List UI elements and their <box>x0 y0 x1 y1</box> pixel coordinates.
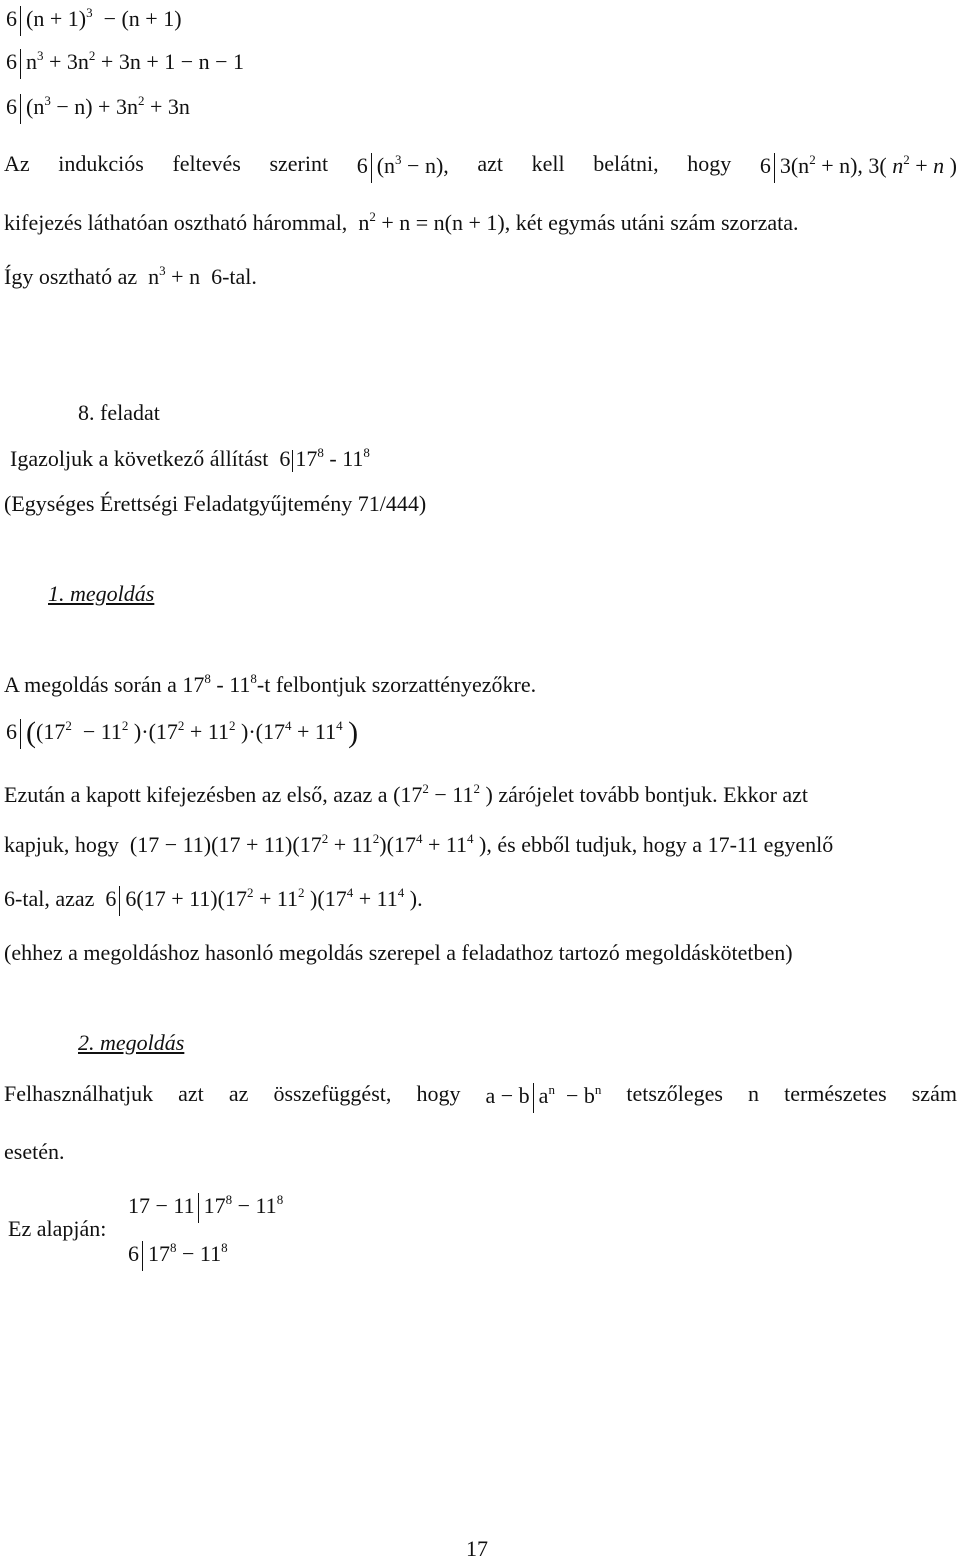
solution-1-paragraph-line-3: 6-tal, azaz 6 $6(17 + 11)(17^2 + 11^2$ )($17^4 + 11^4$ ). <box>4 886 423 916</box>
solution-1-note: (ehhez a megoldáshoz hasonló megoldás szerepel a feladathoz tartozó megoldáskötetben) <box>4 940 793 965</box>
math-line-1: 6 $(n + 1)^3 - (n + 1)$ <box>6 6 182 36</box>
paragraph-induction: Az indukciós feltevés szerint 6 $(n^3 - n)$, azt kell belátni, hogy 6 $3(n^2 + n)$, 3( $n^2 + n$ ) <box>4 153 957 183</box>
paragraph-divisible-by-three: kifejezés láthatóan osztható hárommal, $n^2 + n = n(n + 1)$, két egymás utáni szám szorzata. <box>4 209 799 235</box>
factorization-formula: 6 (($17^2 - 11^2$ )$\cdot(17^2 + 11^2$ )$\cdot(17^4 + 11^4$ ) <box>6 716 359 750</box>
divisibility-row-1: 17 − 11 $17^8 - 11^8$ <box>128 1193 283 1223</box>
task-claim: Igazoljuk a következő állítást 6 $17^8 - 11^8$ <box>10 445 370 471</box>
page-number: 17 <box>466 1536 488 1561</box>
math-line-3: 6 $(n^3 - n) + 3n^2 + 3n$ <box>6 94 190 124</box>
divisibility-row-2: 6 $17^8 - 11^8$ <box>128 1241 228 1271</box>
solution-2-title: 2. megoldás <box>78 1030 185 1055</box>
solution-2-paragraph: Felhasználhatjuk azt az összefüggést, hogy a − b $a^n - b^n$ tetszőleges n természetes szám <box>4 1083 957 1113</box>
ez-alapjan-label: Ez alapján: <box>8 1216 107 1241</box>
solution-2-paragraph-end: esetén. <box>4 1139 65 1164</box>
solution-1-paragraph-line-2: kapjuk, hogy $(17 - 11)(17 + 11)(17^2 + 11^2)(17^4 + 11^4$ ), és ebből tudjuk, hogy a 17-11 egyenlő <box>4 831 834 857</box>
math-line-2: 6 $n^3 + 3n^2 + 3n + 1 - n - 1$ <box>6 49 244 79</box>
paragraph-conclusion: Így osztható az $n^3 + n$ 6-tal. <box>4 263 257 289</box>
task-title: 8. feladat <box>78 400 160 425</box>
task-source: (Egységes Érettségi Feladatgyűjtemény 71/444) <box>4 491 427 516</box>
solution-1-paragraph-line-1: Ezután a kapott kifejezésben az első, azaz a ($17^2 - 11^2$ ) zárójelet tovább bontjuk. Ekkor azt <box>4 781 809 807</box>
solution-1-title: 1. megoldás <box>48 581 155 606</box>
solution-1-intro: A megoldás során a $17^8 - 11^8-t$ felbontjuk szorzattényezőkre. <box>4 671 537 697</box>
